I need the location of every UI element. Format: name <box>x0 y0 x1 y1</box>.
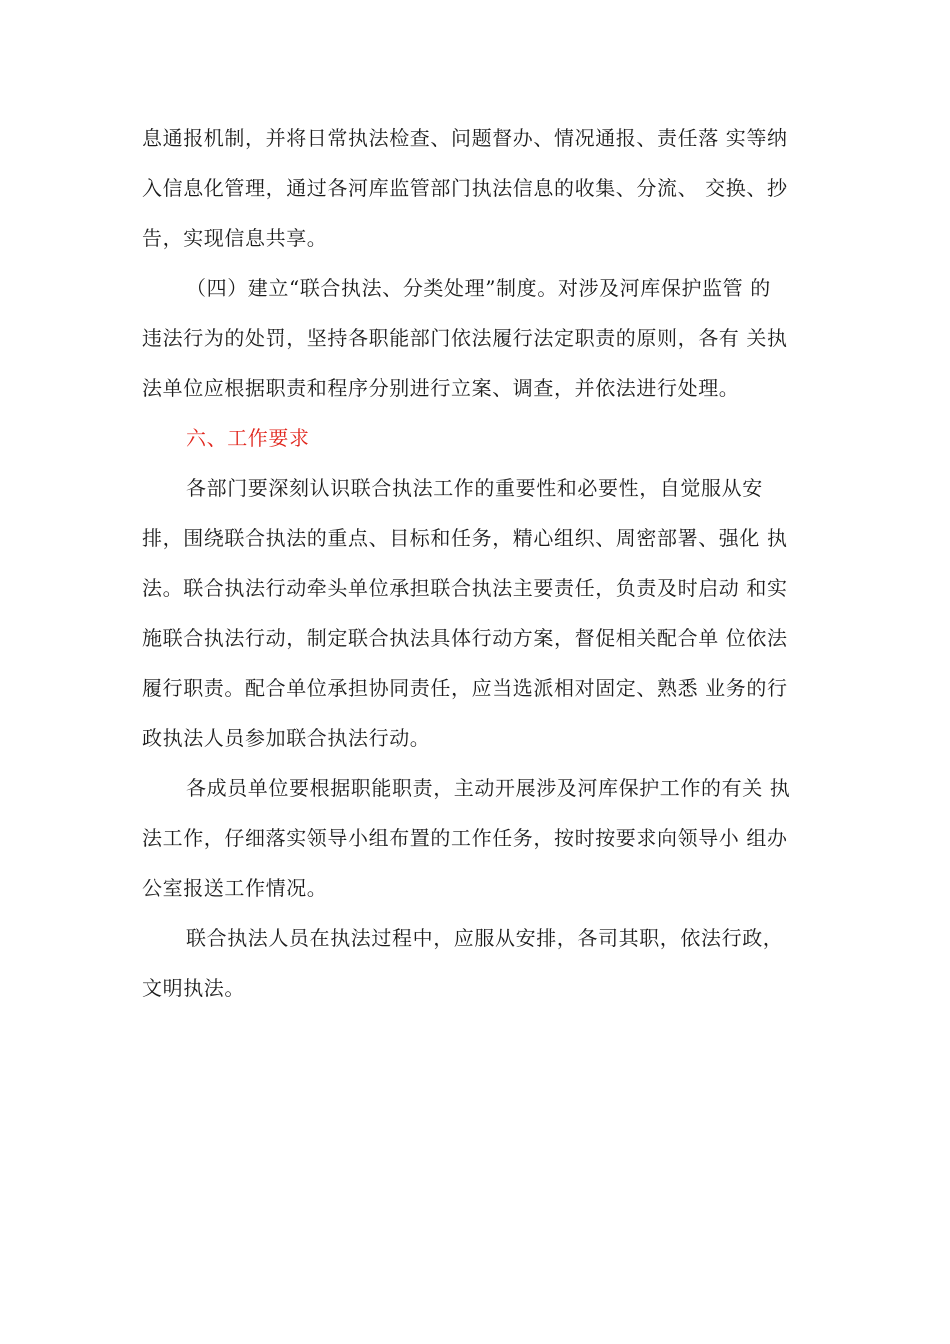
paragraph-3-line-6: 政执法人员参加联合执法行动。 <box>142 726 431 750</box>
paragraph-5-line-1: 联合执法人员在执法过程中，应服从安排，各司其职，依法行政， <box>186 926 784 950</box>
paragraph-4-line-1: 各成员单位要根据职能职责，主动开展涉及河库保护工作的有关 执 <box>186 776 791 800</box>
paragraph-4-line-3: 公室报送工作情况。 <box>142 876 328 900</box>
paragraph-4-line-2: 法工作，仔细落实领导小组布置的工作任务，按时按要求向领导小 组办 <box>142 826 788 850</box>
paragraph-1-line-1: 息通报机制，并将日常执法检查、问题督办、情况通报、责任落 实等纳 <box>142 126 788 150</box>
paragraph-2-line-1: （四）建立“联合执法、分类处理”制度。对涉及河库保护监管 的 <box>186 276 771 300</box>
paragraph-3-line-2: 排，围绕联合执法的重点、目标和任务，精心组织、周密部署、强化 执 <box>142 526 788 550</box>
section-heading: 六、工作要求 <box>186 426 310 450</box>
paragraph-3-line-4: 施联合执法行动，制定联合执法具体行动方案，督促相关配合单 位依法 <box>142 626 788 650</box>
paragraph-2-line-3: 法单位应根据职责和程序分别进行立案、调查，并依法进行处理。 <box>142 376 740 400</box>
paragraph-3-line-1: 各部门要深刻认识联合执法工作的重要性和必要性，自觉服从安 <box>186 476 763 500</box>
paragraph-2-line-2: 违法行为的处罚，坚持各职能部门依法履行法定职责的原则，各有 关执 <box>142 326 788 350</box>
paragraph-3-line-5: 履行职责。配合单位承担协同责任，应当选派相对固定、熟悉 业务的行 <box>142 676 788 700</box>
paragraph-1-line-3: 告，实现信息共享。 <box>142 226 328 250</box>
paragraph-3-line-3: 法。联合执法行动牵头单位承担联合执法主要责任，负责及时启动 和实 <box>142 576 788 600</box>
paragraph-5-line-2: 文明执法。 <box>142 976 245 1000</box>
paragraph-1-line-2: 入信息化管理，通过各河库监管部门执法信息的收集、分流、 交换、抄 <box>142 176 788 200</box>
